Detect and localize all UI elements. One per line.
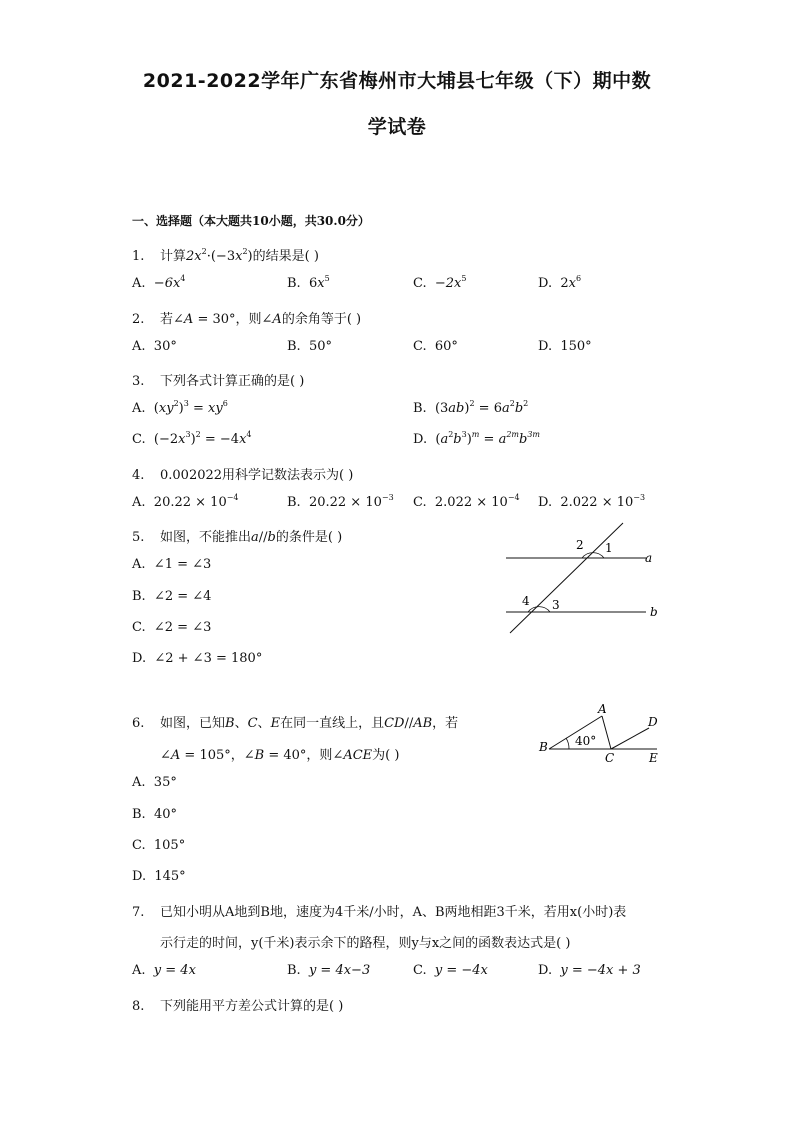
angle-label: 2	[576, 538, 584, 552]
expression: $2x^2\cdot(-3x^2)$	[186, 247, 253, 264]
question-6: 6. 如图，已知B、C、E在同一直线上，且CD//AB，若	[132, 716, 459, 731]
option-b: B. ∠2 = ∠4	[132, 589, 212, 604]
doc-title-line2: 学试卷	[367, 116, 427, 138]
question-6-line2: ∠A = 105°，∠B = 40°，则∠ACE为( )	[160, 748, 400, 763]
option-d: D. y = −4x + 3	[538, 963, 641, 978]
option-d: D. 145°	[132, 869, 186, 884]
angle-label: 1	[605, 541, 613, 555]
point-label: D	[648, 715, 658, 729]
question-5: 5. 如图，不能推出a//b的条件是( )	[132, 530, 343, 545]
option-c: C. 105°	[132, 838, 186, 853]
question-7-line2: 示行走的时间，y(千米)表示余下的路程，则y与x之间的函数表达式是( )	[160, 936, 571, 951]
triangle-figure	[535, 700, 675, 770]
option-c: C. $2.022 \times 10^{-4}$	[413, 493, 520, 510]
option-d: D. $2.022 \times 10^{-3}$	[538, 493, 646, 510]
option-c: C. y = −4x	[413, 963, 488, 978]
question-8: 8. 下列能用平方差公式计算的是( )	[132, 999, 344, 1014]
option-d: D. ∠2 + ∠3 = 180°	[132, 651, 263, 666]
option-b: B. $6x^5$	[287, 274, 330, 291]
section-heading: 一、选择题（本大题共10小题，共30.0分）	[132, 214, 370, 228]
question-text: 计算	[160, 249, 187, 264]
line-label: a	[645, 551, 653, 565]
angle-label: 3	[552, 598, 560, 612]
option-d: D. $2x^6$	[538, 274, 582, 291]
option-b: B. $(3ab)^2 = 6a^2b^2$	[413, 399, 529, 416]
question-7: 7. 已知小明从A地到B地，速度为4千米/小时，A、B两地相距3千米，若用x(小时)表	[132, 905, 627, 920]
option-a: A. $(xy^2)^3 = xy^6$	[132, 399, 228, 416]
question-2: 2. 若∠A = 30°，则∠A的余角等于( )	[132, 312, 362, 327]
option-a: A. y = 4x	[132, 963, 196, 978]
option-a: A. $-6x^4$	[132, 274, 186, 291]
point-label: C	[605, 751, 615, 765]
option-b: B. y = 4x−3	[287, 963, 371, 978]
question-number: 1.	[132, 249, 145, 264]
angle-label: 40°	[575, 734, 597, 748]
option-c: C. ∠2 = ∠3	[132, 620, 212, 635]
option-c: C. $-2x^5$	[413, 274, 467, 291]
point-label: B	[539, 740, 548, 754]
option-a: A. ∠1 = ∠3	[132, 557, 212, 572]
option-a: A. $20.22 \times 10^{-4}$	[132, 493, 239, 510]
option-c: C. $(-2x^3)^2 = -4x^4$	[132, 430, 252, 447]
doc-title-line1: 2021-2022学年广东省梅州市大埔县七年级（下）期中数	[142, 70, 652, 92]
question-3: 3. 下列各式计算正确的是( )	[132, 374, 305, 389]
option-d: D. $(a^2b^3)^m = a^{2m}b^{3m}$	[413, 430, 541, 447]
question-1	[132, 245, 319, 264]
question-4: 4. 0.002022用科学记数法表示为( )	[132, 468, 354, 483]
option-a: A. 35°	[132, 775, 177, 790]
line-label: b	[650, 605, 658, 619]
point-label: A	[598, 702, 607, 716]
option-d: D. 150°	[538, 339, 592, 354]
question-text: 的结果是( )	[252, 249, 319, 264]
point-label: E	[649, 751, 658, 765]
option-b: B. $20.22 \times 10^{-3}$	[287, 493, 394, 510]
parallel-lines-figure	[498, 520, 678, 640]
option-a: A. 30°	[132, 339, 177, 354]
option-b: B. 50°	[287, 339, 332, 354]
option-b: B. 40°	[132, 807, 177, 822]
option-c: C. 60°	[413, 339, 458, 354]
angle-label: 4	[522, 594, 530, 608]
